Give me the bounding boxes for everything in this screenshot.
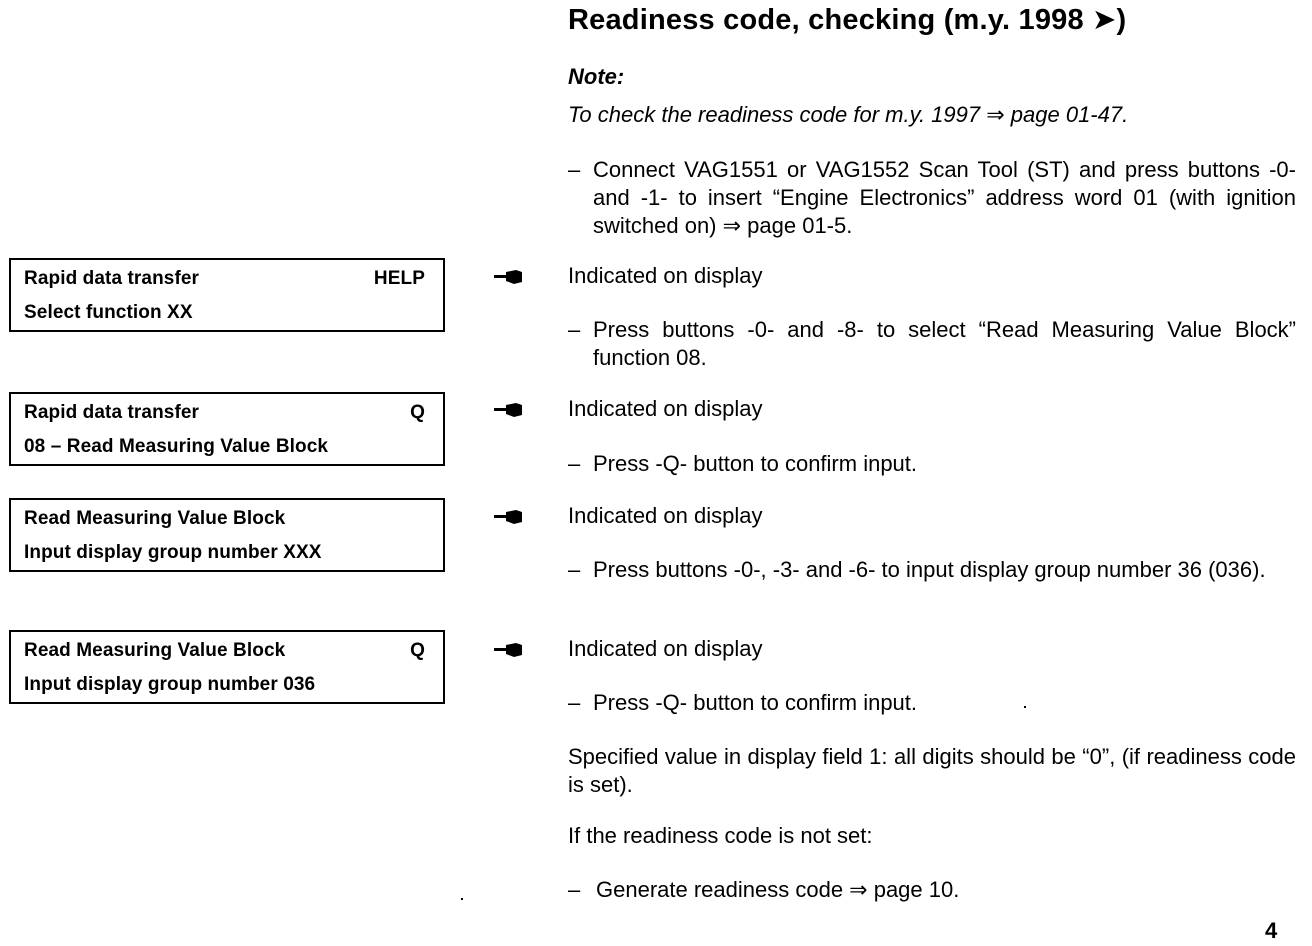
display-line-1: Read Measuring Value Block bbox=[24, 508, 286, 529]
step-connect bbox=[568, 156, 1296, 240]
display-box bbox=[9, 392, 445, 466]
page-number: 4 bbox=[1265, 918, 1278, 943]
indicated-on-display: Indicated on display bbox=[568, 636, 763, 661]
pointing-hand-icon bbox=[494, 643, 524, 657]
note-text: To check the readiness code for m.y. 1997 ⇒ page 01-47. bbox=[568, 102, 1129, 127]
display-line-1: Rapid data transfer bbox=[24, 268, 200, 289]
step-generate bbox=[568, 876, 1296, 904]
step-select-function bbox=[568, 316, 1296, 372]
step-text: Generate readiness code ⇒ page 10. bbox=[596, 877, 960, 902]
step-confirm-2 bbox=[568, 689, 1296, 717]
step-dash: – bbox=[568, 877, 581, 902]
specified-value-text: Specified value in display field 1: all digits should be “0”, (if readiness code is set). bbox=[568, 744, 1296, 797]
not-set-text: If the readiness code is not set: bbox=[568, 823, 873, 848]
display-line-1: Rapid data transfer bbox=[24, 402, 200, 423]
note-label: Note: bbox=[568, 64, 625, 89]
indicated-on-display: Indicated on display bbox=[568, 503, 763, 528]
display-line-1: Read Measuring Value Block bbox=[24, 640, 286, 661]
step-dash: – bbox=[568, 690, 581, 715]
step-dash: – bbox=[568, 157, 581, 182]
display-box bbox=[9, 498, 445, 572]
display-line-2: 08 – Read Measuring Value Block bbox=[24, 436, 329, 457]
page-title: Readiness code, checking (m.y. 1998 ➤) bbox=[568, 4, 1127, 36]
display-right: Q bbox=[410, 402, 425, 423]
step-input-group bbox=[568, 556, 1296, 584]
display-right: HELP bbox=[373, 268, 425, 289]
step-dash: – bbox=[568, 557, 581, 582]
step-dash: – bbox=[568, 317, 581, 342]
display-box bbox=[9, 630, 445, 704]
display-line-2: Input display group number XXX bbox=[24, 542, 322, 563]
step-dash: – bbox=[568, 451, 581, 476]
display-right: Q bbox=[410, 640, 425, 661]
step-text: Press buttons -0- and -8- to select “Read Measuring Value Block” function 08. bbox=[593, 317, 1296, 370]
scan-speck bbox=[1024, 706, 1026, 708]
pointing-hand-icon bbox=[494, 510, 524, 524]
step-text: Press -Q- button to confirm input. bbox=[593, 451, 918, 476]
indicated-on-display: Indicated on display bbox=[568, 263, 763, 288]
display-box bbox=[9, 258, 445, 332]
pointing-hand-icon bbox=[494, 403, 524, 417]
step-text: Press -Q- button to confirm input. bbox=[593, 690, 918, 715]
display-line-2: Input display group number 036 bbox=[24, 674, 316, 695]
indicated-on-display: Indicated on display bbox=[568, 396, 763, 421]
step-text: Connect VAG1551 or VAG1552 Scan Tool (ST) and press buttons -0- and -1- to insert “Engine Electronics” address word 01 (with ignition switched on) ⇒ page 01-5. bbox=[593, 157, 1296, 238]
step-confirm-1 bbox=[568, 450, 1296, 478]
display-line-2: Select function XX bbox=[24, 302, 193, 323]
scan-speck bbox=[461, 898, 463, 900]
step-text: Press buttons -0-, -3- and -6- to input display group number 36 (036). bbox=[593, 557, 1266, 582]
pointing-hand-icon bbox=[494, 270, 524, 284]
